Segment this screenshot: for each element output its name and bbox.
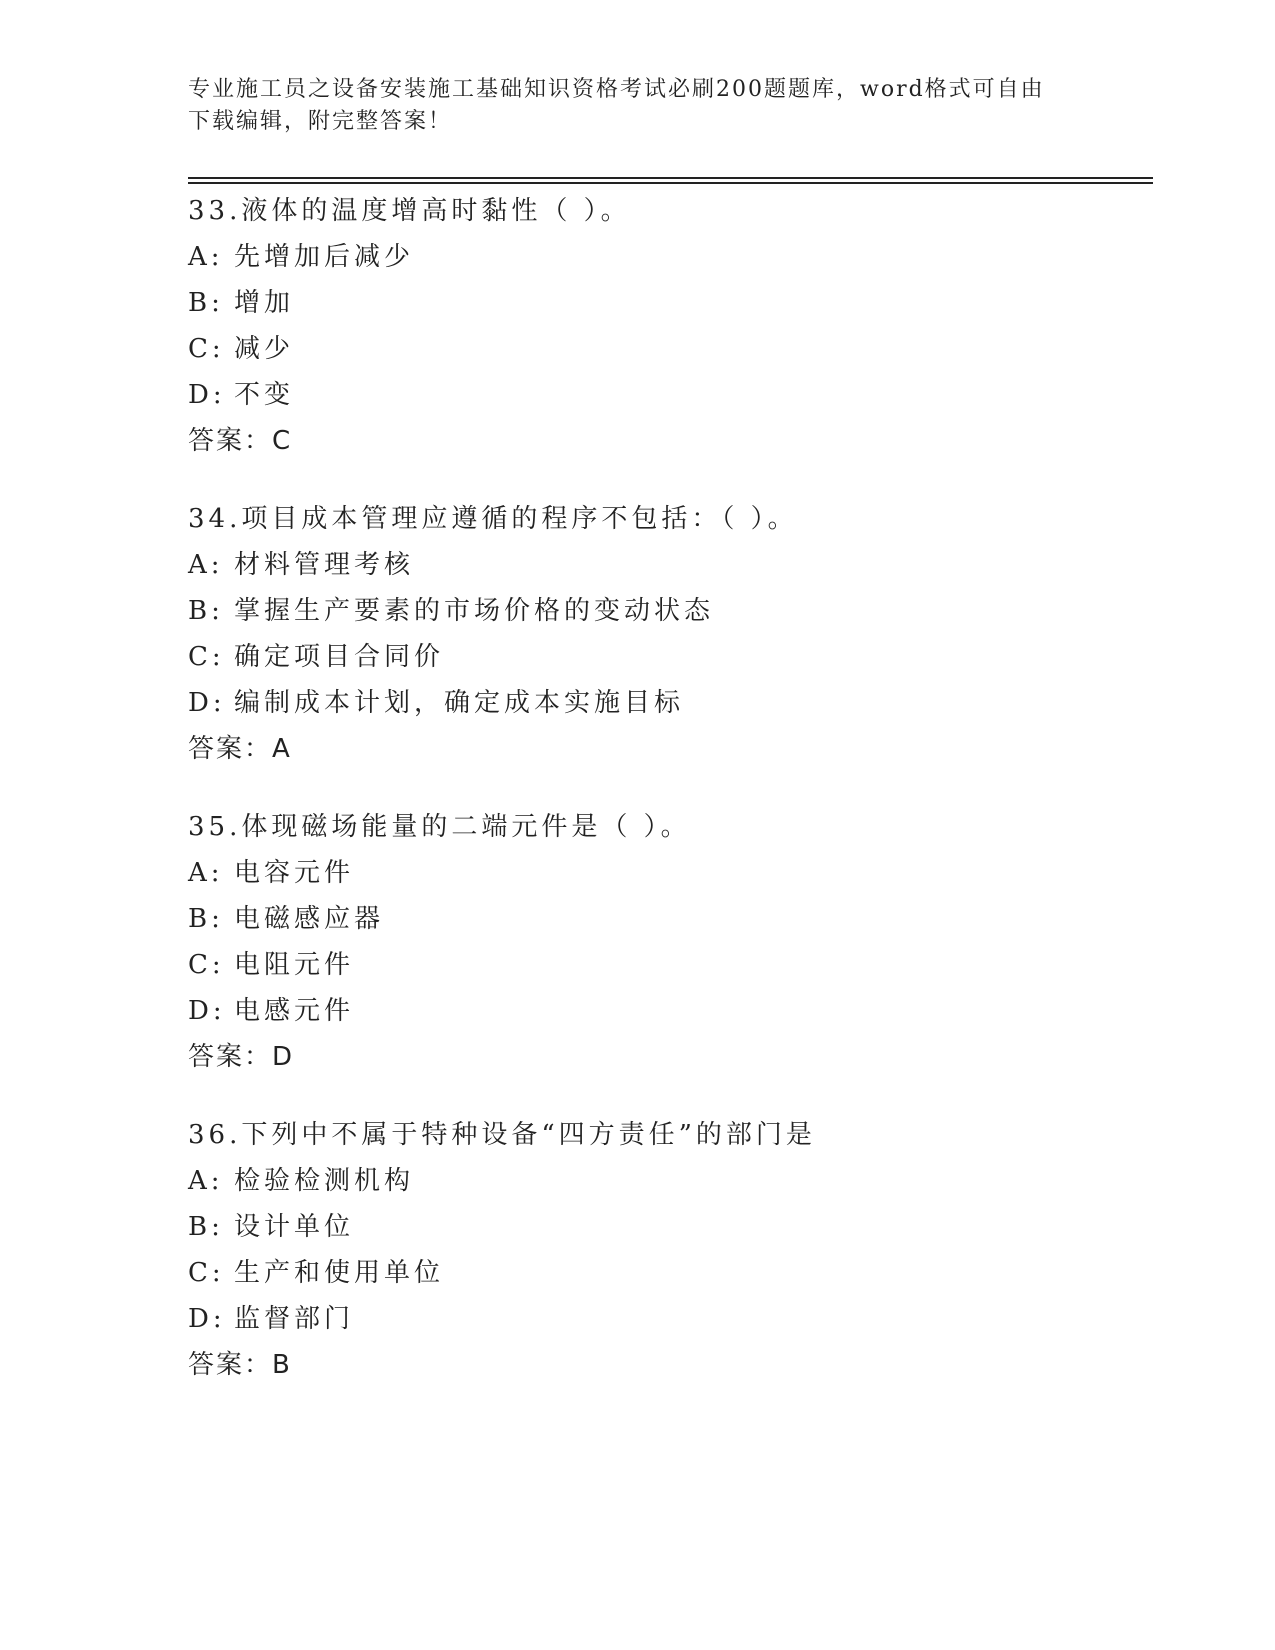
option-a (188, 850, 1148, 896)
option-text: 电磁感应器 (234, 904, 385, 934)
option-text: 生产和使用单位 (234, 1258, 445, 1288)
option-c (188, 634, 1148, 680)
option-text: 编制成本计划，确定成本实施目标 (234, 688, 685, 718)
option-key: C: (188, 950, 225, 980)
question-36 (188, 1112, 1148, 1388)
answer-line: 答案：D (188, 1042, 295, 1072)
option-text: 先增加后减少 (234, 242, 415, 272)
option-key: D: (188, 1304, 226, 1334)
option-key: B: (188, 1212, 224, 1242)
option-key: A: (188, 242, 224, 272)
question-34 (188, 496, 1148, 772)
question-35 (188, 804, 1148, 1080)
option-text: 材料管理考核 (234, 550, 415, 580)
option-key: B: (188, 596, 224, 626)
option-key: D: (188, 688, 226, 718)
option-key: C: (188, 1258, 225, 1288)
option-a (188, 542, 1148, 588)
option-text: 不变 (234, 380, 295, 410)
option-b (188, 896, 1148, 942)
question-list (188, 188, 1148, 1420)
option-key: A: (188, 1166, 224, 1196)
option-c (188, 1250, 1148, 1296)
question-stem: 35.体现磁场能量的二端元件是（ ）。 (188, 812, 691, 842)
option-key: D: (188, 380, 226, 410)
question-stem: 34.项目成本管理应遵循的程序不包括：（ ）。 (188, 504, 798, 534)
option-text: 电容元件 (234, 858, 355, 888)
answer-line: 答案：C (188, 426, 293, 456)
header-line-1: 专业施工员之设备安装施工基础知识资格考试必刷200题题库，word格式可自由 (188, 77, 1045, 102)
option-key: A: (188, 858, 224, 888)
header-divider-bottom (188, 182, 1153, 184)
header-divider-top (188, 177, 1153, 179)
option-d (188, 1296, 1148, 1342)
question-33 (188, 188, 1148, 464)
option-b (188, 588, 1148, 634)
document-header (188, 74, 1088, 138)
option-text: 监督部门 (234, 1304, 355, 1334)
option-c (188, 942, 1148, 988)
option-d (188, 372, 1148, 418)
option-text: 电阻元件 (234, 950, 355, 980)
option-d (188, 680, 1148, 726)
option-text: 增加 (234, 288, 295, 318)
question-stem: 33.液体的温度增高时黏性（ ）。 (188, 196, 631, 226)
option-key: C: (188, 642, 225, 672)
answer-line: 答案：B (188, 1350, 292, 1380)
option-text: 掌握生产要素的市场价格的变动状态 (234, 596, 715, 626)
option-a (188, 234, 1148, 280)
option-text: 检验检测机构 (234, 1166, 415, 1196)
header-line-2: 下载编辑，附完整答案！ (188, 109, 453, 134)
option-d (188, 988, 1148, 1034)
option-key: B: (188, 288, 224, 318)
option-key: B: (188, 904, 224, 934)
option-text: 减少 (234, 334, 295, 364)
option-b (188, 280, 1148, 326)
option-key: D: (188, 996, 226, 1026)
option-key: C: (188, 334, 225, 364)
option-b (188, 1204, 1148, 1250)
option-text: 确定项目合同价 (234, 642, 445, 672)
option-text: 设计单位 (234, 1212, 355, 1242)
option-key: A: (188, 550, 224, 580)
option-text: 电感元件 (234, 996, 355, 1026)
question-stem: 36.下列中不属于特种设备“四方责任”的部门是 (188, 1120, 816, 1150)
answer-line: 答案：A (188, 734, 292, 764)
option-a (188, 1158, 1148, 1204)
option-c (188, 326, 1148, 372)
